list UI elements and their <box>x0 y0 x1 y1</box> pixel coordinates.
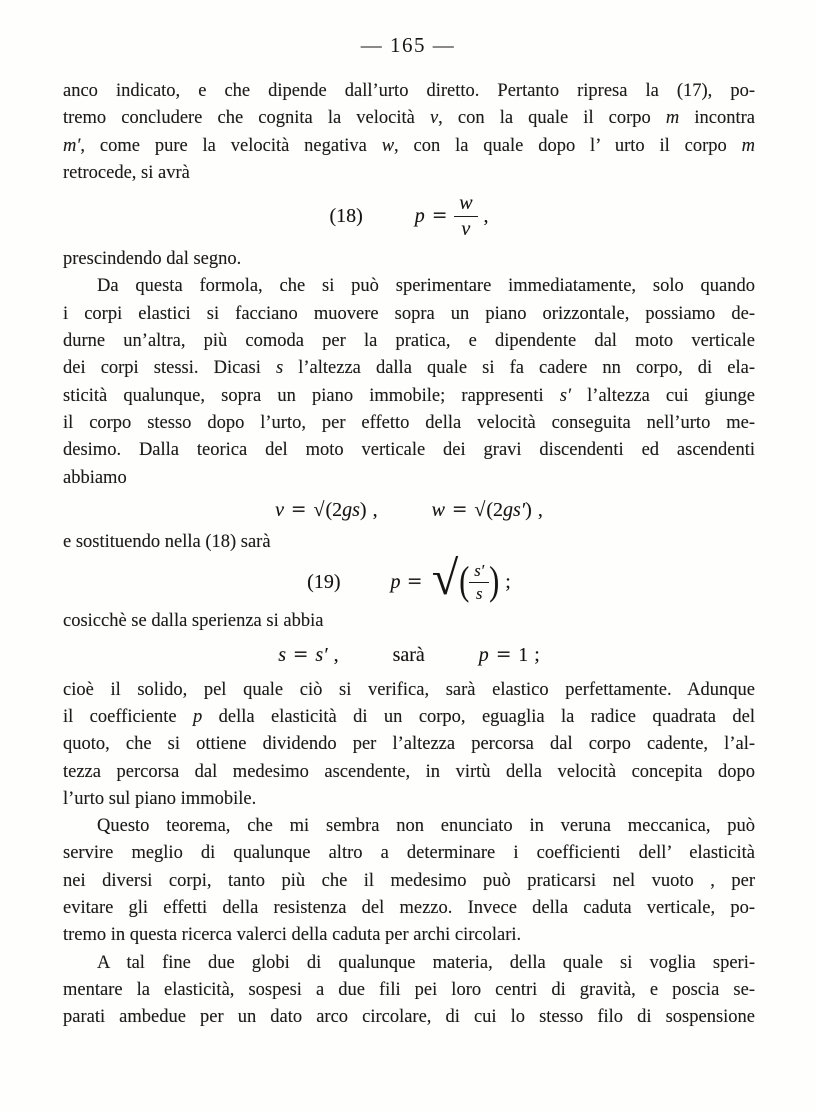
text-line <box>63 786 755 813</box>
comma-punctuation: , <box>372 498 378 521</box>
equals-sign: = <box>408 570 423 593</box>
text-segment: cioè il solido, pel quale ciò si verifica, sarà elastico perfettamente. Adunque <box>63 679 755 700</box>
math-variable: p <box>193 706 203 727</box>
equation-v-body <box>275 497 377 524</box>
text-line <box>63 437 755 464</box>
variable-p: p <box>414 205 425 228</box>
text-segment: dei corpi stessi. Dicasi <box>63 358 276 379</box>
variable-gs: gs <box>342 498 360 521</box>
variable-p: p <box>478 644 489 667</box>
value-one: 1 <box>518 644 529 667</box>
text-line <box>63 301 755 328</box>
text-segment: abbiamo <box>63 467 127 488</box>
text-line <box>63 704 755 731</box>
text-segment: anco indicato, e che dipende dall’urto diretto. Pertanto ripresa la (17), po- <box>63 81 755 101</box>
close-paren: ) <box>525 498 532 521</box>
text-segment: tremo in questa ricerca valerci della caduta per archi circolari. <box>63 925 522 946</box>
text-line <box>63 246 755 273</box>
text-line <box>63 160 755 187</box>
equals-sign: = <box>432 205 447 228</box>
text-line <box>63 105 755 132</box>
math-variable: m′ <box>63 135 81 156</box>
text-segment: sticità qualunque, sopra un piano immobile; rappresenti <box>63 385 560 406</box>
equation-18-number: (18) <box>329 205 363 228</box>
equals-sign: = <box>293 644 308 667</box>
equals-sign: = <box>291 498 306 521</box>
math-variable: v <box>429 108 439 129</box>
text-segment: servire meglio di qualunque altro a determinare i coefficienti dell’ elasticità <box>63 843 755 864</box>
close-paren: ) <box>359 498 367 521</box>
equation-s-body <box>278 642 338 669</box>
radical-sign: √ <box>474 498 486 521</box>
text-segment: A tal fine due globi di qualunque materia, della quale si voglia speri- <box>97 952 755 973</box>
text-segment: Da questa formola, che si può sperimentare immediatamente, solo quando <box>97 276 755 297</box>
radical-sign: √ <box>313 498 325 521</box>
text-line <box>63 133 755 160</box>
comma-punctuation: , <box>537 498 543 521</box>
text-line <box>63 922 755 949</box>
paragraph-da-questa <box>63 273 755 491</box>
text-segment: della elasticità di un corpo, eguaglia la radice quadrata del <box>202 706 755 727</box>
text-line <box>63 868 755 895</box>
equation-19 <box>63 552 755 606</box>
semicolon-punctuation: ; <box>505 570 511 593</box>
text-segment: e sostituendo nella (18) sarà <box>63 532 271 553</box>
text-line <box>63 950 755 977</box>
text-segment: , come pure la velocità negativa <box>80 135 382 156</box>
text-line <box>63 355 755 382</box>
variable-p: p <box>390 570 401 593</box>
fraction-denominator: v <box>461 218 471 241</box>
text-segment: tremo concludere che cognita la velocità <box>63 108 430 129</box>
paragraph-cioe <box>63 677 755 813</box>
text-line <box>63 328 755 355</box>
text-segment: retrocede, si avrà <box>63 162 190 183</box>
equation-p-body <box>479 642 540 669</box>
text-segment: l’altezza dalla quale si fa cadere nn corpo, di ela- <box>283 358 755 379</box>
text-segment: , con la quale il corpo <box>438 108 666 129</box>
math-variable: s′ <box>559 385 571 406</box>
math-variable: s <box>275 358 284 379</box>
open-paren: (2 <box>486 498 503 521</box>
semicolon-punctuation: ; <box>534 644 540 667</box>
equation-v-w <box>63 497 755 524</box>
text-segment: mentare la elasticità, sospesi a due fili pei loro centri di gravità, e poscia se- <box>63 979 755 1000</box>
fraction-sprime-over-s <box>469 562 489 602</box>
text-line <box>63 78 755 105</box>
text-segment: desimo. Dalla teorica del moto verticale dei gravi discendenti ed ascendenti <box>63 440 755 461</box>
text-segment: il coefficiente <box>63 706 194 727</box>
math-variable: m <box>741 135 755 156</box>
text-line <box>63 273 755 300</box>
page-body <box>63 78 755 1032</box>
math-variable: w <box>381 135 395 156</box>
equation-18 <box>63 193 755 240</box>
text-line <box>63 895 755 922</box>
paragraph-sostituendo <box>63 529 755 556</box>
text-line <box>63 529 755 556</box>
text-segment: nei diversi corpi, tanto più che il medesimo può praticarsi nel vuoto , per <box>63 870 755 891</box>
text-line <box>63 410 755 437</box>
text-segment: durne un’altra, più comoda per la pratica, e dipendente dal moto verticale <box>63 331 755 352</box>
fraction-denominator: s <box>476 583 483 603</box>
text-line <box>63 608 755 635</box>
equals-sign: = <box>452 498 467 521</box>
variable-gs-prime: gs′ <box>502 498 526 521</box>
text-segment: incontra <box>679 108 755 129</box>
equation-19-body: p = √ ( $\frac{s'}{s}$ ) ; <box>390 552 511 606</box>
text-segment: , con la quale dopo l’ urto il corpo <box>394 135 742 156</box>
page-number-header: — 165 — <box>360 33 456 57</box>
comma-punctuation: , <box>333 644 339 667</box>
text-line <box>63 731 755 758</box>
text-segment: parati ambedue per un dato arco circolare, di cui lo stesso filo di sospensione <box>63 1007 755 1028</box>
variable-s-prime: s′ <box>315 644 328 667</box>
text-segment: l’urto sul piano immobile. <box>63 788 257 809</box>
text-segment: quoto, che si ottiene dividendo per l’altezza percorsa dal corpo cadente, l’al- <box>63 734 755 755</box>
text-line <box>63 840 755 867</box>
paragraph-questo-teorema <box>63 813 755 949</box>
text-segment: evitare gli effetti della resistenza del mezzo. Invece della caduta verticale, po- <box>63 898 755 919</box>
text-line <box>63 813 755 840</box>
text-line <box>63 383 755 410</box>
paragraph-opening <box>63 78 755 187</box>
text-line <box>63 677 755 704</box>
text-segment: tezza percorsa dal medesimo ascendente, in virtù della velocità concepita dopo <box>63 761 755 782</box>
equation-w-body <box>432 497 543 524</box>
equation-s-equals <box>63 642 755 669</box>
fraction-numerator: w <box>454 193 477 217</box>
variable-v: v <box>275 498 285 521</box>
open-paren: (2 <box>325 498 343 521</box>
text-segment: Questo teorema, che mi sembra non enunciato in veruna meccanica, può <box>97 816 755 837</box>
text-segment: l’altezza cui giunge <box>571 385 756 406</box>
paragraph-cosicche <box>63 608 755 635</box>
text-line <box>63 1004 755 1031</box>
fraction-numerator: s′ <box>469 562 489 582</box>
text-segment: i corpi elastici si facciano muovere sopra un piano orizzontale, possiamo de- <box>63 303 755 324</box>
variable-s: s <box>278 644 287 667</box>
text-segment: cosicchè se dalla sperienza si abbia <box>63 611 324 632</box>
paragraph-a-tal-fine <box>63 950 755 1032</box>
paragraph-prescindendo <box>63 246 755 273</box>
variable-w: w <box>431 498 445 521</box>
text-segment: prescindendo dal segno. <box>63 249 242 270</box>
word-sara: sarà <box>392 644 425 667</box>
equation-18-body <box>415 193 489 240</box>
text-line <box>63 465 755 492</box>
text-line <box>63 759 755 786</box>
text-segment: il corpo stesso dopo l’urto, per effetto della velocità conseguita nell’urto me- <box>63 412 755 433</box>
math-variable: m <box>665 108 680 129</box>
equation-19-number: (19) <box>307 570 341 593</box>
equals-sign: = <box>496 644 511 667</box>
comma-punctuation: , <box>483 205 489 228</box>
fraction-w-over-v <box>454 193 477 240</box>
text-line <box>63 977 755 1004</box>
